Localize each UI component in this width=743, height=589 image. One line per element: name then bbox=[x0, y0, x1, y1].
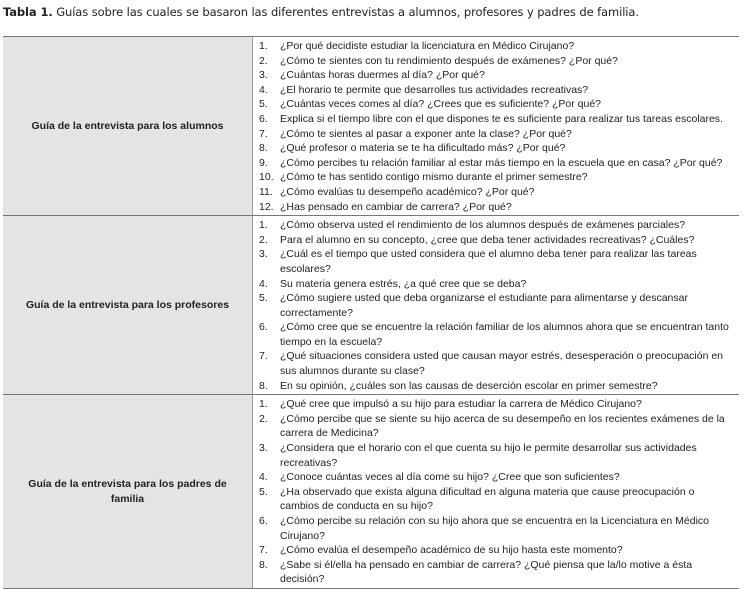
question-list bbox=[259, 39, 735, 214]
section-title: Guía de la entrevista para los profesores bbox=[3, 216, 253, 395]
question-item bbox=[259, 170, 735, 185]
question-text: ¿Cómo cree que se encuentre la relación familiar de los alumnos ahora que se encuentran tanto tiempo en la escuela? bbox=[280, 321, 729, 348]
table-row-profesores bbox=[3, 216, 739, 395]
question-number: 3. bbox=[259, 69, 268, 82]
question-text: ¿Cómo percibes tu relación familiar al estar más tiempo en la escuela que en casa? ¿Por qué? bbox=[280, 156, 723, 169]
question-text: ¿Has pensado en cambiar de carrera? ¿Por qué? bbox=[280, 200, 512, 213]
question-number: 7. bbox=[259, 127, 268, 140]
caption-text: Guías sobre las cuales se basaron las diferentes entrevistas a alumnos, profesores y padres de familia. bbox=[56, 5, 639, 19]
question-number: 3. bbox=[259, 442, 268, 455]
question-number: 7. bbox=[259, 544, 268, 557]
question-cell bbox=[253, 216, 740, 395]
question-cell bbox=[253, 37, 740, 216]
question-text: ¿Conoce cuántas veces al día come su hijo? ¿Cree que son suficientes? bbox=[280, 471, 620, 484]
section-title: Guía de la entrevista para los alumnos bbox=[3, 37, 253, 216]
question-item bbox=[259, 543, 735, 558]
question-text: ¿Cómo te sientes con tu rendimiento después de exámenes? ¿Por qué? bbox=[280, 54, 618, 67]
question-item bbox=[259, 320, 735, 349]
question-text: ¿Ha observado que exista alguna dificultad en alguna materia que cause preocupación o cambios de conducta en su hijo? bbox=[280, 485, 695, 513]
question-number: 5. bbox=[259, 292, 268, 305]
question-item bbox=[259, 412, 735, 441]
question-number: 12. bbox=[259, 200, 274, 213]
question-item bbox=[259, 397, 735, 412]
question-item bbox=[259, 83, 735, 98]
question-number: 4. bbox=[259, 83, 268, 96]
question-text: Su materia genera estrés, ¿a qué cree que se deba? bbox=[280, 277, 527, 290]
question-item bbox=[259, 97, 735, 112]
question-item bbox=[259, 558, 735, 587]
question-item bbox=[259, 349, 735, 378]
question-text: ¿Cómo te has sentido contigo mismo durante el primer semestre? bbox=[280, 171, 588, 184]
question-item bbox=[259, 291, 735, 320]
question-number: 1. bbox=[259, 40, 268, 52]
question-number: 6. bbox=[259, 321, 268, 334]
question-number: 2. bbox=[259, 233, 268, 246]
question-item bbox=[259, 156, 735, 171]
question-item bbox=[259, 54, 735, 69]
question-number: 1. bbox=[259, 219, 268, 232]
question-item bbox=[259, 127, 735, 142]
question-number: 4. bbox=[259, 277, 268, 290]
question-item bbox=[259, 247, 735, 276]
question-item bbox=[259, 39, 735, 54]
question-item bbox=[259, 141, 735, 156]
table-body bbox=[3, 37, 739, 589]
question-item bbox=[259, 112, 735, 127]
question-text: ¿Qué situaciones considera usted que causan mayor estrés, desesperación o preocupación en sus alumnos durante su clase? bbox=[280, 350, 724, 378]
table-caption bbox=[3, 5, 639, 19]
question-number: 9. bbox=[259, 156, 268, 169]
question-text: En su opinión, ¿cuáles son las causas de deserción escolar en primer semestre? bbox=[280, 379, 658, 392]
question-item bbox=[259, 185, 735, 200]
section-title: Guía de la entrevista para los padres de familia bbox=[3, 395, 253, 589]
question-number: 4. bbox=[259, 471, 268, 484]
question-text: ¿Qué cree que impulsó a su hijo para estudiar la carrera de Médico Cirujano? bbox=[280, 398, 642, 411]
question-number: 2. bbox=[259, 54, 268, 67]
interview-guides-table bbox=[3, 36, 739, 589]
question-text: ¿Cómo percibe que se siente su hijo acerca de su desempeño en los recientes exámenes de la carrera de Medicina? bbox=[280, 412, 725, 440]
question-item bbox=[259, 485, 735, 514]
question-item bbox=[259, 379, 735, 394]
question-text: ¿Cuál es el tiempo que usted considera que el alumno deba tener para realizar las tareas escolares? bbox=[280, 248, 697, 275]
question-number: 3. bbox=[259, 248, 268, 261]
question-text: Para el alumno en su concepto, ¿cree que deba tener actividades recreativas? ¿Cuáles? bbox=[280, 233, 695, 246]
question-number: 8. bbox=[259, 558, 268, 571]
question-item bbox=[259, 200, 735, 215]
question-item bbox=[259, 68, 735, 83]
table-row-alumnos bbox=[3, 37, 739, 216]
question-number: 6. bbox=[259, 112, 268, 125]
question-number: 5. bbox=[259, 98, 268, 111]
question-text: ¿El horario te permite que desarrolles tus actividades recreativas? bbox=[280, 83, 589, 96]
question-item bbox=[259, 277, 735, 292]
question-text: ¿Cuántas horas duermes al día? ¿Por qué? bbox=[280, 69, 485, 82]
question-number: 8. bbox=[259, 142, 268, 155]
question-text: ¿Cómo te sientes al pasar a exponer ante la clase? ¿Por qué? bbox=[280, 127, 572, 140]
question-text: ¿Cuántas veces comes al día? ¿Crees que es suficiente? ¿Por qué? bbox=[280, 98, 601, 111]
question-number: 10. bbox=[259, 171, 274, 184]
question-text: ¿Cómo evalúa el desempeño académico de su hijo hasta este momento? bbox=[280, 544, 623, 557]
question-item bbox=[259, 233, 735, 248]
question-item bbox=[259, 470, 735, 485]
question-item bbox=[259, 441, 735, 470]
question-text: ¿Cómo observa usted el rendimiento de los alumnos después de exámenes parciales? bbox=[280, 219, 686, 232]
question-text: ¿Qué profesor o materia se te ha dificultado más? ¿Por qué? bbox=[280, 142, 566, 155]
question-text: Explica si el tiempo libre con el que dispones te es suficiente para realizar tus tareas escolares. bbox=[280, 112, 723, 125]
question-number: 6. bbox=[259, 515, 268, 527]
caption-label: Tabla 1. bbox=[3, 5, 53, 19]
question-list bbox=[259, 397, 735, 587]
table-row-padres bbox=[3, 395, 739, 589]
question-item bbox=[259, 218, 735, 233]
question-text: ¿Sabe si él/ella ha pensado en cambiar de carrera? ¿Qué piensa que la/lo motive a ésta decisión? bbox=[280, 558, 693, 586]
question-text: ¿Considera que el horario con el que cuenta su hijo le permite desarrollar sus actividades recreativas? bbox=[280, 442, 697, 469]
question-list bbox=[259, 218, 735, 393]
question-number: 5. bbox=[259, 485, 268, 498]
question-text: ¿Cómo percibe su relación con su hijo ahora que se encuentra en la Licenciatura en Médico Cirujano? bbox=[280, 515, 710, 542]
question-text: ¿Cómo sugiere usted que deba organizarse el estudiante para alimentarse y descansar correctamente? bbox=[280, 292, 688, 319]
question-number: 2. bbox=[259, 412, 268, 425]
question-number: 1. bbox=[259, 398, 268, 411]
question-number: 8. bbox=[259, 379, 268, 392]
question-number: 11. bbox=[259, 185, 273, 198]
question-text: ¿Por qué decidiste estudiar la licenciatura en Médico Cirujano? bbox=[280, 40, 575, 52]
question-number: 7. bbox=[259, 350, 268, 363]
question-text: ¿Cómo evalúas tu desempeño académico? ¿Por qué? bbox=[280, 185, 535, 198]
question-cell bbox=[253, 395, 740, 589]
